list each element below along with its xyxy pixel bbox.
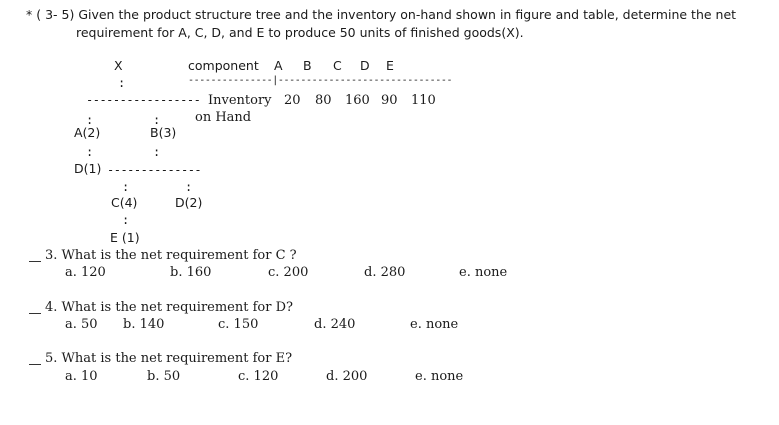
option-d[interactable]: d. 200 bbox=[326, 369, 368, 384]
option-a[interactable]: a. 50 bbox=[65, 317, 98, 332]
tree-node-e: E (1) bbox=[110, 230, 140, 245]
tree-connector: : bbox=[153, 145, 161, 159]
component-header-a: A bbox=[274, 58, 283, 73]
inventory-value-b: 80 bbox=[315, 93, 332, 108]
tree-branch-line: -------------- bbox=[107, 163, 202, 177]
tree-node-d2: D(2) bbox=[175, 195, 203, 210]
inventory-value-a: 20 bbox=[284, 93, 301, 108]
tree-node-b: B(3) bbox=[150, 125, 177, 140]
tree-connector: : bbox=[122, 180, 130, 194]
answer-blank[interactable] bbox=[29, 313, 41, 314]
inventory-header-label: component bbox=[188, 58, 259, 73]
tree-connector: : bbox=[122, 213, 130, 227]
inventory-value-e: 110 bbox=[411, 93, 436, 108]
tree-connector: : bbox=[86, 113, 94, 127]
tree-node-x: X bbox=[114, 58, 123, 73]
tree-connector: : bbox=[118, 76, 126, 90]
problem-statement-line-1: * ( 3- 5) Given the product structure tree and the inventory on-hand shown in figure and table, determine the net bbox=[26, 7, 737, 22]
component-header-d: D bbox=[360, 58, 370, 73]
option-e[interactable]: e. none bbox=[410, 317, 459, 332]
component-header-e: E bbox=[386, 58, 394, 73]
tree-node-d1: D(1) bbox=[74, 161, 102, 176]
tree-branch-line: ----------------- bbox=[86, 93, 201, 107]
tree-connector: : bbox=[153, 113, 161, 127]
answer-blank[interactable] bbox=[29, 261, 41, 262]
tree-connector: : bbox=[86, 145, 94, 159]
component-header-b: B bbox=[303, 58, 312, 73]
inventory-value-d: 90 bbox=[381, 93, 398, 108]
inventory-divider: ---------------|------------------------------- bbox=[188, 75, 453, 86]
inventory-value-c: 160 bbox=[345, 93, 370, 108]
tree-node-a: A(2) bbox=[74, 125, 101, 140]
option-b[interactable]: b. 160 bbox=[170, 265, 212, 280]
option-b[interactable]: b. 140 bbox=[123, 317, 165, 332]
inventory-row-label: Inventory bbox=[208, 93, 272, 108]
tree-connector: : bbox=[185, 180, 193, 194]
question-text: 3. What is the net requirement for C ? bbox=[45, 248, 297, 263]
option-e[interactable]: e. none bbox=[459, 265, 508, 280]
answer-blank[interactable] bbox=[29, 364, 41, 365]
option-a[interactable]: a. 10 bbox=[65, 369, 98, 384]
option-c[interactable]: c. 120 bbox=[238, 369, 279, 384]
question-text: 5. What is the net requirement for E? bbox=[45, 351, 293, 366]
option-a[interactable]: a. 120 bbox=[65, 265, 106, 280]
tree-node-c: C(4) bbox=[111, 195, 138, 210]
option-b[interactable]: b. 50 bbox=[147, 369, 181, 384]
option-d[interactable]: d. 240 bbox=[314, 317, 356, 332]
component-header-c: C bbox=[333, 58, 342, 73]
inventory-row-label-line-2: on Hand bbox=[195, 110, 252, 125]
option-c[interactable]: c. 200 bbox=[268, 265, 309, 280]
option-c[interactable]: c. 150 bbox=[218, 317, 259, 332]
option-e[interactable]: e. none bbox=[415, 369, 464, 384]
option-d[interactable]: d. 280 bbox=[364, 265, 406, 280]
problem-statement-line-2: requirement for A, C, D, and E to produce 50 units of finished goods(X). bbox=[76, 25, 524, 40]
question-text: 4. What is the net requirement for D? bbox=[45, 300, 293, 315]
